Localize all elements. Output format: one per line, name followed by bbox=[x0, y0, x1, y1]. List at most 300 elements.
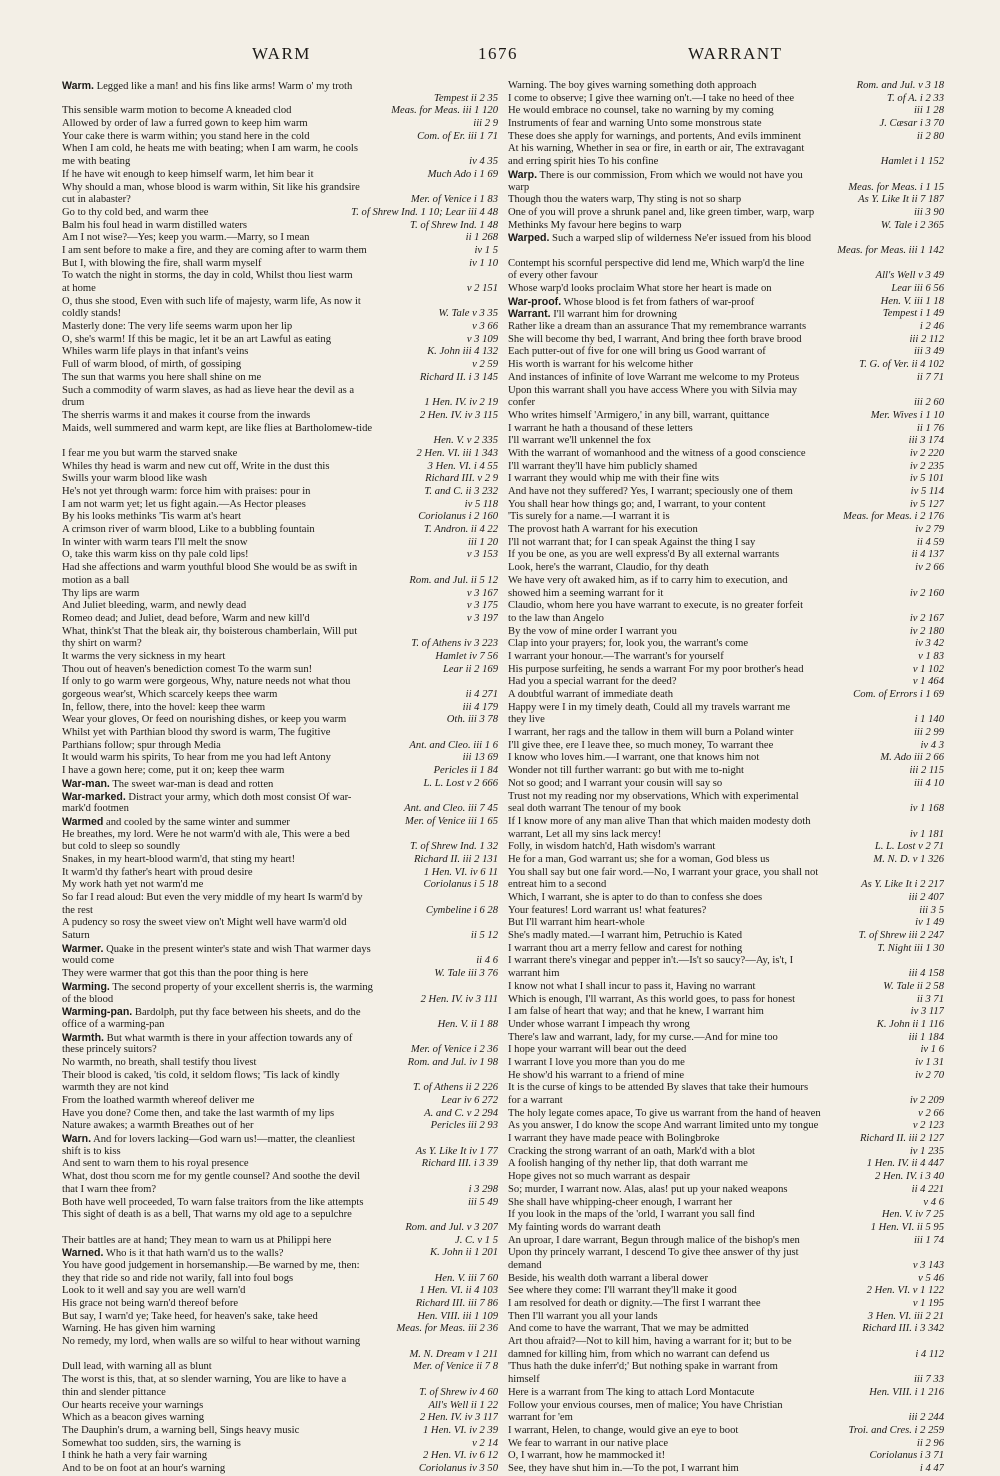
entry-line bbox=[62, 1463, 498, 1476]
entry-reference: iii 1 20 bbox=[465, 537, 498, 550]
entry-line bbox=[62, 1285, 498, 1298]
entry-line bbox=[62, 740, 498, 753]
entry-reference: iv 2 235 bbox=[907, 461, 944, 474]
entry-reference: v 1 102 bbox=[910, 664, 944, 677]
entry-text: entreat him to a second bbox=[508, 879, 607, 891]
entry-line bbox=[62, 1425, 498, 1438]
entry-line bbox=[508, 1298, 944, 1311]
entry-line bbox=[508, 575, 944, 588]
entry-text: The Dauphin's drum, a warning bell, Sings heavy music bbox=[62, 1424, 300, 1436]
entry-text: Warming. The second property of your excellent sherris is, the warming bbox=[62, 980, 373, 993]
entry-line bbox=[62, 1044, 498, 1057]
entry-reference: v 1 195 bbox=[910, 1298, 944, 1311]
entry-text: I know not what I shall incur to pass it, Having no warrant bbox=[508, 980, 756, 992]
entry-line bbox=[508, 1171, 944, 1184]
entry-reference: 3 Hen. VI. iii 2 21 bbox=[865, 1311, 944, 1324]
entry-line bbox=[508, 626, 944, 639]
entry-text: In winter with warm tears I'll melt the snow bbox=[62, 536, 248, 548]
entry-text: A crimson river of warm blood, Like to a bubbling fountain bbox=[62, 524, 315, 536]
entry-line bbox=[508, 1412, 944, 1425]
entry-line bbox=[62, 207, 498, 220]
entry-line bbox=[62, 1374, 498, 1387]
entry-line bbox=[508, 613, 944, 626]
entry-text: What, dost thou scorn me for my gentle counsel? And soothe the devil bbox=[62, 1171, 361, 1183]
entry-reference: iii 5 49 bbox=[465, 1197, 498, 1210]
entry-reference: iii 2 115 bbox=[906, 765, 944, 778]
entry-line bbox=[508, 600, 944, 613]
entry-text: Though thou the waters warp, Thy sting is not so sharp bbox=[508, 194, 742, 206]
entry-line bbox=[62, 727, 498, 740]
headword: Warped. bbox=[508, 232, 550, 245]
entry-line bbox=[62, 143, 498, 156]
entry-reference: Hen. V. ii 1 88 bbox=[435, 1019, 498, 1032]
entry-text: To watch the night in storms, the day in cold, Whilst thou liest warm bbox=[62, 270, 353, 282]
entry-reference: v 1 83 bbox=[915, 651, 944, 664]
headword: Warming. bbox=[62, 980, 110, 993]
entry-text: Look to it well and say you are well warn'd bbox=[62, 1285, 246, 1297]
entry-text: These does she apply for warnings, and portents, And evils imminent bbox=[508, 130, 802, 142]
entry-line bbox=[62, 600, 498, 613]
entry-line bbox=[62, 1438, 498, 1451]
entry-reference: 1 Hen. VI. ii 4 103 bbox=[416, 1285, 498, 1298]
entry-line bbox=[508, 1044, 944, 1057]
entry-reference: Mer. of Venice iii 1 65 bbox=[402, 816, 498, 829]
entry-line bbox=[508, 588, 944, 601]
entry-line bbox=[508, 1311, 944, 1324]
entry-text: Had you a special warrant for the deed? bbox=[508, 676, 677, 688]
entry-text: O, I warrant, how he mammocked it! bbox=[508, 1450, 666, 1462]
entry-text: I am false of heart that way; and that he knew, I warrant him bbox=[508, 1006, 764, 1018]
entry-reference: Hamlet iv 7 56 bbox=[432, 651, 498, 664]
entry-text: Methinks My favour here begins to warp bbox=[508, 219, 682, 231]
entry-line bbox=[62, 588, 498, 601]
entry-line bbox=[508, 143, 944, 156]
entry-text: showed him a seeming warrant for it bbox=[508, 587, 664, 599]
entry-reference: ii 5 12 bbox=[468, 930, 498, 943]
headword: Warm. bbox=[62, 80, 94, 92]
entry-line bbox=[62, 841, 498, 854]
entry-reference: i 3 298 bbox=[466, 1184, 498, 1197]
entry-text: Balm his foul head in warm distilled waters bbox=[62, 219, 248, 231]
entry-reference: T. of Shrew Ind. 1 48 bbox=[407, 220, 498, 233]
entry-line bbox=[508, 169, 944, 182]
entry-line bbox=[508, 803, 944, 816]
entry-reference: i 2 46 bbox=[917, 321, 944, 334]
entry-reference: Hamlet i 1 152 bbox=[878, 156, 944, 169]
left-column bbox=[62, 80, 498, 1476]
entry-line bbox=[508, 1120, 944, 1133]
entry-text: An uproar, I dare warrant, Begun through malice of the bishop's men bbox=[508, 1234, 800, 1246]
entry-text: But I'll warrant him heart-whole bbox=[508, 917, 645, 929]
entry-line bbox=[508, 1006, 944, 1019]
entry-line bbox=[508, 1019, 944, 1032]
entry-reference: i 1 140 bbox=[912, 714, 944, 727]
entry-text: Masterly done: The very life seems warm upon her lip bbox=[62, 321, 293, 333]
entry-line bbox=[62, 791, 498, 804]
entry-reference: Troi. and Cres. i 2 259 bbox=[846, 1425, 944, 1438]
entry-reference: v 2 151 bbox=[464, 283, 498, 296]
entry-reference: iii 2 60 bbox=[911, 397, 944, 410]
entry-line bbox=[508, 473, 944, 486]
entry-reference: iv 1 235 bbox=[907, 1146, 944, 1159]
entry-text: My fainting words do warrant death bbox=[508, 1221, 661, 1233]
entry-reference: Meas. for Meas. iii 1 120 bbox=[388, 105, 498, 118]
entry-line bbox=[62, 423, 498, 436]
entry-line bbox=[508, 1387, 944, 1400]
entry-reference: T. and C. ii 3 232 bbox=[421, 486, 498, 499]
entry-text: Which, I warrant, she is apter to do than to confess she does bbox=[508, 892, 763, 903]
entry-text: Thou out of heaven's benediction comest To the warm sun! bbox=[62, 663, 313, 675]
entry-reference: 2 Hen. IV. i 3 40 bbox=[872, 1171, 944, 1184]
entry-text: They were warmer that got this than the poor thing is here bbox=[62, 968, 309, 980]
entry-text: Warp. There is our commission, From which we would not have you bbox=[508, 168, 803, 181]
entry-line bbox=[508, 93, 944, 106]
entry-text: As you answer, I do know the scope And warrant limited unto my tongue bbox=[508, 1120, 819, 1132]
entry-line bbox=[508, 232, 944, 245]
entry-line bbox=[508, 1108, 944, 1121]
entry-text: See where they come: I'll warrant they'll make it good bbox=[508, 1285, 737, 1297]
entry-line bbox=[62, 879, 498, 892]
entry-text: A foolish hanging of thy nether lip, that doth warrant me bbox=[508, 1158, 748, 1170]
entry-reference: T. Night iii 1 30 bbox=[874, 943, 944, 956]
entry-line bbox=[62, 537, 498, 550]
entry-line bbox=[508, 854, 944, 867]
entry-text: I warrant there's vinegar and pepper in't.—Is't so saucy?—Ay, is't, I bbox=[508, 955, 794, 967]
entry-line bbox=[508, 1184, 944, 1197]
entry-text: himself bbox=[508, 1374, 540, 1386]
entry-text: the rest bbox=[62, 904, 93, 916]
entry-line bbox=[508, 1235, 944, 1248]
entry-text: He breathes, my lord. Were he not warm'd with ale, This were a bed bbox=[62, 828, 350, 840]
entry-text: You have good judgement in horsemanship.—Be warned by me, then: bbox=[62, 1259, 360, 1271]
entry-text: cut in alabaster? bbox=[62, 194, 131, 206]
entry-line bbox=[508, 385, 944, 398]
entry-reference: iii 2 9 bbox=[470, 118, 498, 131]
entry-line bbox=[62, 194, 498, 207]
entry-text: No warmth, no breath, shall testify thou livest bbox=[62, 1056, 257, 1068]
entry-text: Go to thy cold bed, and warm thee bbox=[62, 206, 209, 218]
entry-reference: v 2 123 bbox=[910, 1120, 944, 1133]
entry-reference: v 4 6 bbox=[920, 1197, 944, 1210]
entry-line bbox=[62, 1247, 498, 1260]
entry-reference: iii 2 99 bbox=[911, 727, 944, 740]
entry-reference: As Y. Like It i 2 217 bbox=[858, 879, 944, 892]
entry-text: A doubtful warrant of immediate death bbox=[508, 689, 674, 700]
entry-reference: iv 2 180 bbox=[907, 626, 944, 639]
entry-reference: Richard III. v 2 9 bbox=[422, 473, 498, 486]
entry-reference: iv 1 181 bbox=[907, 829, 944, 842]
entry-reference: W. Tale i 2 365 bbox=[878, 220, 944, 233]
entry-reference: Cymbeline i 6 28 bbox=[423, 905, 498, 918]
entry-line bbox=[62, 182, 498, 195]
entry-reference: K. John iii 4 132 bbox=[424, 346, 498, 359]
entry-reference: iii 2 407 bbox=[906, 892, 944, 905]
entry-text: Whiles thy head is warm and new cut off, Write in the dust this bbox=[62, 460, 330, 472]
entry-reference: K. John ii 1 116 bbox=[874, 1019, 944, 1032]
entry-line bbox=[62, 752, 498, 765]
entry-reference: T. of Shrew Ind. 1 10; Lear iii 4 48 bbox=[348, 207, 498, 220]
entry-line bbox=[508, 245, 944, 258]
entry-line bbox=[508, 321, 944, 334]
entry-reference: iii 1 74 bbox=[911, 1235, 944, 1248]
headword: Warrant. bbox=[508, 308, 551, 321]
entry-text: I warrant, her rags and the tallow in them will burn a Poland winter bbox=[508, 727, 794, 739]
entry-reference: iv 4 35 bbox=[466, 156, 498, 169]
entry-reference: Richard II. i 3 145 bbox=[417, 372, 498, 385]
entry-reference: Hen. V. iii 7 60 bbox=[432, 1273, 498, 1286]
entry-line bbox=[508, 689, 944, 702]
entry-reference: All's Well v 3 49 bbox=[873, 270, 944, 283]
entry-reference: v 3 167 bbox=[464, 588, 498, 601]
entry-text: With the warrant of womanhood and the witness of a good conscience bbox=[508, 447, 806, 459]
entry-line bbox=[62, 461, 498, 474]
entry-line bbox=[62, 1184, 498, 1197]
entry-text: but cold to sleep so soundly bbox=[62, 841, 180, 853]
entry-reference: i 4 47 bbox=[917, 1463, 944, 1476]
entry-line bbox=[508, 296, 944, 309]
entry-line bbox=[62, 1361, 498, 1374]
entry-line bbox=[508, 1247, 944, 1260]
entry-line bbox=[508, 892, 944, 905]
entry-line bbox=[62, 524, 498, 537]
entry-text: If only to go warm were gorgeous, Why, nature needs not what thou bbox=[62, 676, 351, 688]
entry-line bbox=[508, 359, 944, 372]
entry-line bbox=[508, 740, 944, 753]
entry-reference: iii 1 184 bbox=[906, 1032, 944, 1045]
entry-reference: Coriolanus i 5 18 bbox=[421, 879, 498, 892]
entry-text: Warned. Who is it that hath warn'd us to the walls? bbox=[62, 1247, 284, 1260]
entry-text: Under whose warrant I impeach thy wrong bbox=[508, 1018, 690, 1030]
entry-line bbox=[508, 372, 944, 385]
entry-line bbox=[508, 1197, 944, 1210]
entry-line bbox=[62, 1222, 498, 1235]
entry-line bbox=[62, 385, 498, 398]
entry-reference: i 4 112 bbox=[912, 1349, 944, 1362]
entry-reference: W. Tale iii 3 76 bbox=[431, 968, 498, 981]
entry-text: The sun that warms you here shall shine on me bbox=[62, 371, 262, 383]
entry-line bbox=[508, 258, 944, 271]
entry-line bbox=[62, 854, 498, 867]
entry-reference: J. C. v 1 5 bbox=[452, 1235, 498, 1248]
entry-reference: 1 Hen. VI. iv 6 11 bbox=[421, 867, 498, 880]
entry-line bbox=[62, 80, 498, 93]
entry-text: coldly stands! bbox=[62, 308, 122, 320]
entry-line bbox=[508, 182, 944, 195]
entry-reference: Mer. of Venice i 1 83 bbox=[408, 194, 498, 207]
entry-text: At his warning, Whether in sea or fire, in earth or air, The extravagant bbox=[508, 143, 805, 155]
entry-reference: 1 Hen. VI. ii 5 95 bbox=[868, 1222, 944, 1235]
entry-reference: iv 5 114 bbox=[908, 486, 944, 499]
entry-reference: M. N. D. v 1 326 bbox=[870, 854, 944, 867]
entry-text: You shall hear how things go; and, I warrant, to your content bbox=[508, 498, 766, 510]
entry-reference: iv 5 118 bbox=[462, 499, 498, 512]
entry-reference: iv 5 127 bbox=[907, 499, 944, 512]
entry-reference: iii 2 112 bbox=[906, 334, 944, 347]
entry-reference: Rom. and Jul. v 3 207 bbox=[402, 1222, 498, 1235]
entry-line bbox=[508, 702, 944, 715]
entry-text: motion as a ball bbox=[62, 574, 130, 586]
entry-reference: T. G. of Ver. ii 4 102 bbox=[856, 359, 944, 372]
entry-text: Such a commodity of warm slaves, as had as lieve hear the devil as a bbox=[62, 384, 355, 396]
entry-line bbox=[62, 372, 498, 385]
entry-line bbox=[62, 410, 498, 423]
entry-line bbox=[62, 245, 498, 258]
entry-line bbox=[62, 626, 498, 639]
entry-text: It is the curse of kings to be attended By slaves that take their humours bbox=[508, 1082, 809, 1094]
entry-text: Your cake there is warm within; you stand here in the cold bbox=[62, 130, 310, 142]
entry-text: Warning. The boy gives warning something doth approach bbox=[508, 80, 757, 91]
entry-text: And sent to warn them to his royal presence bbox=[62, 1158, 249, 1170]
entry-line bbox=[62, 308, 498, 321]
entry-line bbox=[508, 131, 944, 144]
entry-reference: Richard III. iii 7 86 bbox=[413, 1298, 498, 1311]
entry-line bbox=[62, 1311, 498, 1324]
entry-text: You shall say but one fair word.—No, I warrant your grace, you shall not bbox=[508, 866, 819, 878]
entry-text: Follow your envious courses, men of malice; You have Christian bbox=[508, 1399, 783, 1411]
entry-line bbox=[508, 1349, 944, 1362]
entry-text: Am I not wise?—Yes; keep you warm.—Marry, so I mean bbox=[62, 232, 310, 244]
entry-reference: v 3 175 bbox=[464, 600, 498, 613]
headword: Warmer. bbox=[62, 942, 104, 955]
entry-text: Swills your warm blood like wash bbox=[62, 473, 208, 485]
entry-reference: iii 3 5 bbox=[916, 905, 944, 918]
entry-line bbox=[62, 270, 498, 283]
entry-reference: v 3 109 bbox=[464, 334, 498, 347]
entry-line bbox=[62, 296, 498, 309]
entry-text: Wonder not till further warrant: go but with me to-night bbox=[508, 765, 744, 777]
entry-text: they that ride so and ride not warily, fall into foul bogs bbox=[62, 1272, 294, 1284]
entry-line bbox=[508, 816, 944, 829]
entry-text: War-man. The sweet war-man is dead and rotten bbox=[62, 777, 274, 790]
entry-text: His worth is warrant for his welcome hither bbox=[508, 359, 694, 371]
entry-text: Warn. And for lovers lacking—God warn us!—matter, the cleanliest bbox=[62, 1133, 356, 1146]
entry-line bbox=[62, 981, 498, 994]
entry-line bbox=[508, 1323, 944, 1336]
entry-text: Then I'll warrant you all your lands bbox=[508, 1310, 658, 1322]
entry-line bbox=[508, 676, 944, 689]
entry-reference: T. of Athens ii 2 226 bbox=[410, 1082, 498, 1095]
entry-reference: As Y. Like It ii 7 187 bbox=[855, 194, 944, 207]
entry-line bbox=[62, 1197, 498, 1210]
entry-line bbox=[62, 994, 498, 1007]
entry-reference: 2 Hen. VI. iv 6 12 bbox=[420, 1450, 498, 1463]
entry-reference: v 5 46 bbox=[915, 1273, 944, 1286]
entry-text: A pudency so rosy the sweet view on't Might well have warm'd old bbox=[62, 917, 347, 929]
entry-text: Their battles are at hand; They mean to warn us at Philippi here bbox=[62, 1234, 332, 1246]
entry-reference: iii 3 174 bbox=[906, 435, 944, 448]
entry-text: But say, I warn'd ye; Take heed, for heaven's sake, take heed bbox=[62, 1310, 318, 1322]
entry-text: Have you done? Come then, and take the last warmth of my lips bbox=[62, 1107, 335, 1119]
entry-line bbox=[62, 1120, 498, 1133]
entry-text: When I am cold, he heats me with beating; when I am warm, he cools bbox=[62, 143, 358, 155]
entry-text: shift is to kiss bbox=[62, 1145, 121, 1157]
entry-reference: iii 4 158 bbox=[906, 968, 944, 981]
entry-line bbox=[508, 1450, 944, 1463]
entry-reference: Coriolanus i 2 160 bbox=[415, 511, 498, 524]
entry-text: So far I read aloud: But even the very middle of my heart Is warm'd by bbox=[62, 892, 363, 903]
entry-reference: 2 Hen. IV. iv 3 111 bbox=[418, 994, 498, 1007]
entry-reference: Lear ii 2 169 bbox=[440, 664, 498, 677]
entry-text: demand bbox=[508, 1259, 542, 1271]
entry-line bbox=[62, 968, 498, 981]
entry-text: O, take this warm kiss on thy pale cold lips! bbox=[62, 549, 249, 561]
entry-text: Wear your gloves, Or feed on nourishing dishes, or keep you warm bbox=[62, 714, 347, 726]
entry-text: Had she affections and warm youthful blood She would be as swift in bbox=[62, 562, 358, 574]
entry-reference: ii 4 271 bbox=[463, 689, 498, 702]
entry-line bbox=[62, 486, 498, 499]
headword: Warming-pan. bbox=[62, 1006, 133, 1019]
entry-text: Saturn bbox=[62, 930, 90, 942]
entry-line bbox=[62, 803, 498, 816]
entry-text: Thy lips are warm bbox=[62, 587, 140, 599]
entry-line bbox=[508, 105, 944, 118]
entry-reference: T. of A. i 2 33 bbox=[884, 93, 944, 106]
entry-line bbox=[508, 638, 944, 651]
entry-text: She's madly mated.—I warrant him, Petruchio is Kated bbox=[508, 930, 743, 942]
entry-reference: ii 4 137 bbox=[909, 549, 944, 562]
entry-text: of every other favour bbox=[508, 270, 598, 282]
entry-line bbox=[62, 321, 498, 334]
entry-reference: iii 1 28 bbox=[911, 105, 944, 118]
entry-text: What, think'st That the bleak air, thy boisterous chamberlain, Will put bbox=[62, 625, 358, 637]
entry-reference: Meas. for Meas. i 1 15 bbox=[845, 182, 944, 195]
entry-text: So; murder, I warrant now. Alas, alas! put up your naked weapons bbox=[508, 1183, 788, 1195]
entry-reference: Mer. Wives i 1 10 bbox=[868, 410, 944, 423]
entry-line bbox=[62, 816, 498, 829]
entry-reference: As Y. Like It iv 1 77 bbox=[413, 1146, 498, 1159]
entry-text: One of you will prove a shrunk panel and, like green timber, warp, warp bbox=[508, 206, 815, 218]
entry-line bbox=[62, 258, 498, 271]
entry-reference: iii 3 49 bbox=[911, 346, 944, 359]
entry-line bbox=[508, 943, 944, 956]
entry-text: for a warrant bbox=[508, 1095, 563, 1106]
entry-text: mark'd footmen bbox=[62, 803, 129, 815]
entry-line bbox=[508, 752, 944, 765]
entry-text: Romeo dead; and Juliet, dead before, Warm and new kill'd bbox=[62, 612, 310, 624]
entry-reference: A. and C. v 2 294 bbox=[421, 1108, 498, 1121]
entry-line bbox=[508, 905, 944, 918]
entry-line bbox=[62, 1273, 498, 1286]
entry-line bbox=[508, 994, 944, 1007]
entry-text: office of a warming-pan bbox=[62, 1018, 165, 1030]
entry-line bbox=[508, 930, 944, 943]
entry-line bbox=[62, 1260, 498, 1273]
entry-reference: ii 4 6 bbox=[473, 955, 498, 968]
entry-reference: iii 4 179 bbox=[460, 702, 498, 715]
entry-reference: T. of Shrew iii 2 247 bbox=[856, 930, 944, 943]
entry-line bbox=[508, 917, 944, 930]
running-head-right: WARRANT bbox=[688, 44, 783, 63]
entry-line bbox=[62, 689, 498, 702]
entry-reference: iv 5 101 bbox=[907, 473, 944, 486]
entry-text: We fear to warrant in our native place bbox=[508, 1437, 669, 1449]
entry-text: By his looks methinks 'Tis warm at's heart bbox=[62, 511, 242, 523]
entry-line bbox=[62, 1006, 498, 1019]
entry-reference: iv 2 160 bbox=[907, 588, 944, 601]
entry-reference: iv 3 42 bbox=[912, 638, 944, 651]
headword: War-marked. bbox=[62, 790, 126, 803]
entry-line bbox=[62, 943, 498, 956]
entry-text: Each putter-out of five for one will bring us Good warrant of bbox=[508, 346, 766, 358]
entry-reference: v 2 66 bbox=[915, 1108, 944, 1121]
entry-text: If you be one, as you are well express'd By all external warrants bbox=[508, 549, 780, 561]
entry-line bbox=[62, 955, 498, 968]
entry-reference: ii 1 268 bbox=[463, 232, 498, 245]
entry-reference: 2 Hen. VI. iii 1 343 bbox=[413, 448, 498, 461]
entry-text: Warrant. I'll warrant him for drowning bbox=[508, 308, 677, 321]
entry-text: She shall have whipping-cheer enough, I warrant her bbox=[508, 1196, 733, 1208]
entry-line bbox=[62, 905, 498, 918]
